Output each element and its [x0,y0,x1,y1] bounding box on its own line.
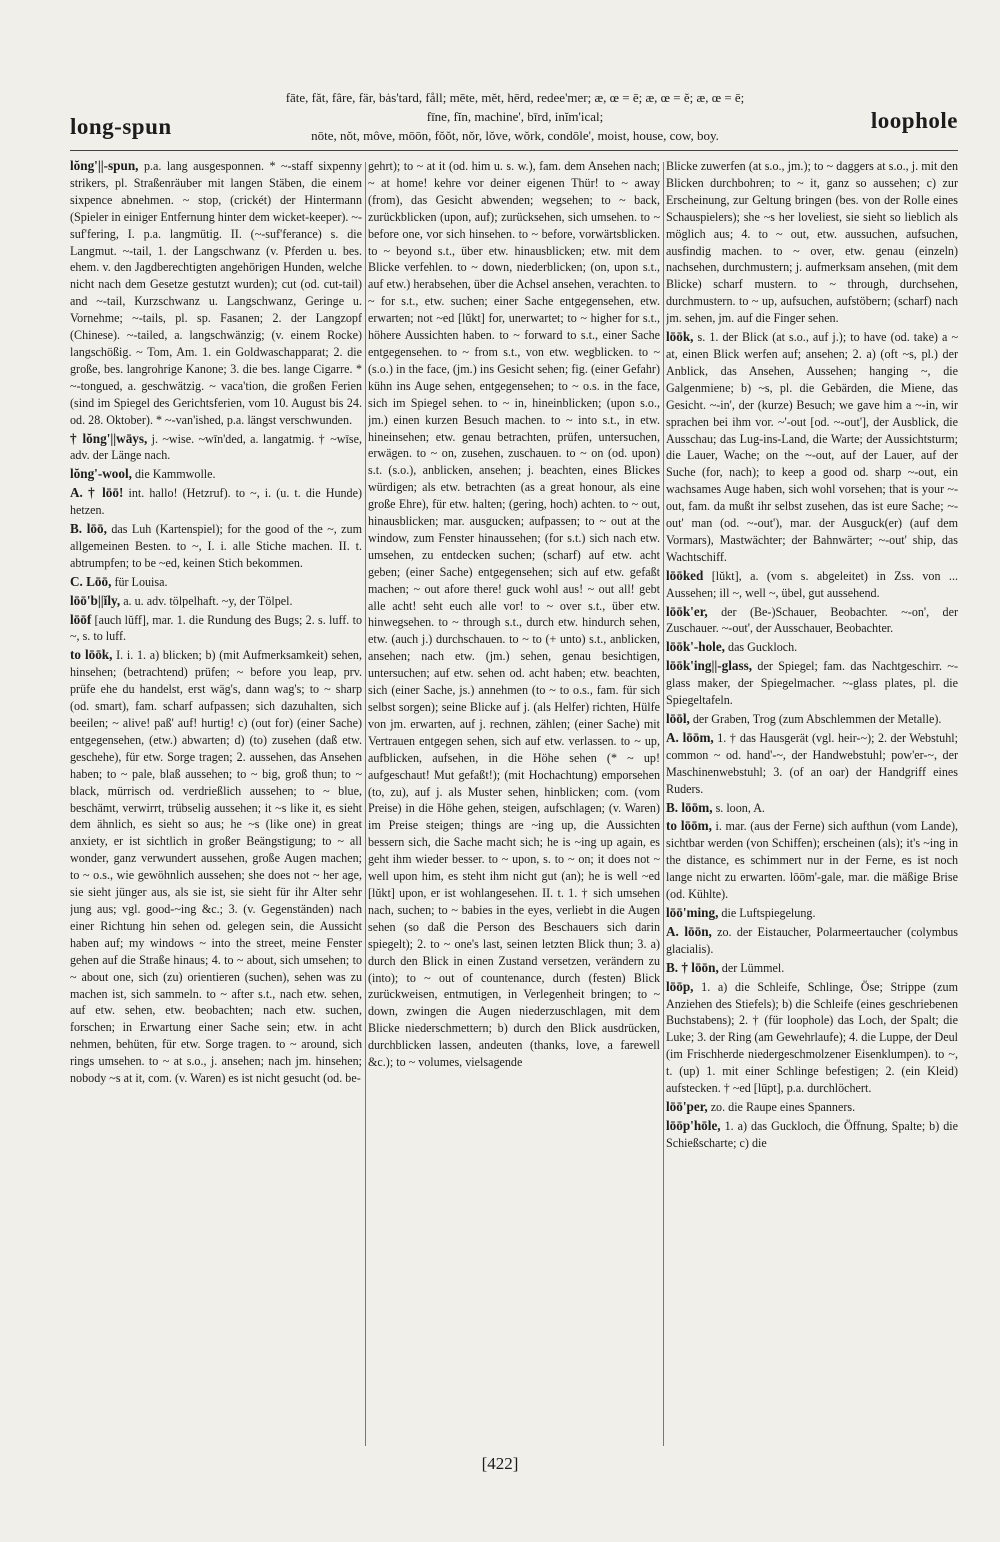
dictionary-entry [70,612,362,646]
headword: lōōk'er, [666,603,708,619]
pronunciation-key-line-3: nōte, nŏt, môve, mōōn, fŏŏt, nŏr, lŏve, wŏrk, condōle', moist, house, cow, boy. [311,128,719,143]
dictionary-entry [666,158,958,327]
definition-text: das Guckloch. [728,640,798,655]
headword: B. † lōōn, [666,959,719,975]
definition-text: s. 1. der Blick (at s.o., auf j.); to have (od. take) a ~ at, einen Blick werfen auf; ansehen; 2. a) (oft ~s, pl.) der Anblick, das Ansehen, Aussehen; hanging ~, die Galgenmiene; b) ~s, pl. die Gebärden, die Miene, das Gesicht. ~-in', der (kurze) Besuch; we gave him a ~-in, wir sprachen bei ihm vor. ~'-out [od. ~-out'], der Ausblick, die Ausschau; das Lug-ins-Land, die Warte; der Aussichtsturm; die Lauer, Wache; on the ~-out, auf der Lauer, auf der Suche (for, nach); to keep a good od. sharp ~-out, ein wachsames Auge haben, sich wohl vorsehen; that is your ~-out, fam. da mußt ihr selbst zusehen, das ist eure Sache; ~-out' man (od. ~-out'), mar. der Ausguck(er) (auf dem Vormars), Mastwächter; der Bahnwärter; ~-out' ship, das Wachtschiff. [666,330,958,564]
column-divider [365,162,366,1446]
headword: lōō'b||ĭly, [70,592,121,608]
headword: A. lōōm, [666,729,714,745]
dictionary-entry [666,658,958,709]
guide-word-left: long-spun [70,114,172,139]
dictionary-entry [368,158,660,1071]
headword: lōōk'-hole, [666,639,725,655]
definition-text: j. ~wise. ~wīn'ded, a. langatmig. † ~wīse, adv. der Länge nach. [70,431,362,463]
definition-text: zo. der Eistaucher, Polarmeertaucher (colymbus glacialis). [666,924,958,956]
definition-text: der Spiegel; fam. das Nachtgeschirr. ~-glass maker, der Spiegelmacher. ~-glass plates, pl. die Spiegeltafeln. [666,659,958,708]
definition-text: 1. a) die Schleife, Schlinge, Öse; Strippe (zum Anziehen des Stiefels); b) die Schleife (eines geschriebenen Buchstabens); 2. † (für loophole) das Loch, der Spalt; die Luke; 3. der Ring (am Gewehrlaufe); 4. die Luppe, der Deul (im Frischherde niedergeschmolzener Eisenklumpen). to ~, t. (up) 1. mit einer Schlinge befestigen; 2. (ein Kleid) aufstecken. † ~ed [lūpt], p.a. durchlöchert. [666,979,958,1096]
definition-text: s. loon, A. [715,800,765,815]
headword: B. lōōm, [666,799,713,815]
headword: lōōl, [666,711,690,726]
dictionary-entry [70,431,362,465]
headword: to lōōm, [666,818,712,834]
definition-text: gehrt); to ~ at it (od. him u. s. w.), fam. dem Ansehen nach; ~ at home! kehre vor deiner eigenen Thür! to ~ away (from), das Gesicht abwenden; wegsehen; to ~ back, zurückblicken (upon, auf); zurücksehen, sich umsehen. to ~ before one, vor sich hinsehen. to ~ before, vorwärtsblicken. to ~ beyond s.t., über etw. hinausblicken; etw. mit dem Blicke verfehlen. to ~ down, niederblicken; (on, upon s.t., auf etw.) herabsehen, über die Achsel ansehen, verachten. to ~ for s.t., etw. suchen; einer Sache entgegensehen, etw. erwarten; not ~ed [lŭkt] for, unerwartet; to ~ higher for s.t., höhere Aussichten haben. to ~ forward to s.t., einer Sache entgegensehen. to ~ from s.t., von etw. wegblicken. to ~ (s.o.) in the face, (jm.) ins Gesicht sehen; fig. (einer Gefahr) kühn ins Auge sehen, entgegensehen; to ~ o.s. in the face, sich im Spiegel sehen. to ~ in, hineinblicken; (upon s.o., jm.) einen kurzen Besuch machen. to ~ into s.t., in etw. hineinsehen; etw. genau betrachten, prüfen, untersuchen, erwägen. to ~ on, zusehen, zuschauen. to ~ on (od. upon) s.t. (s.o.), anblicken, ansehen; j. beachten, eines Blickes würdigen; als etw. betrachten (as a great honour, als eine große Ehre), für etw. halten; (gering, hoch) achten. to ~ out, hinausblicken; mar. ausgucken; aufpassen; to ~ out at the window, zum Fenster hinaussehen; (for s.t.) sich nach etw. umsehen, zu entdecken suchen; (scharf) auf etw. acht geben; (einer Sache) entgegensehen; sich auf etw. gefaßt machen; ~ out afore there! guck wohl aus! ~ out all! gebt alle acht! seht euch alle vor! to ~ over s.t., über etw. hinwegsehen. to ~ through s.t., durch etw. hindurch sehen, etw. (auch j.) durchschauen. to ~ to (+ unto) s.t., anblicken, ansehen; nach etw. (jm.) sehen, genau besichtigen, untersuchen; auf etw. sehen od. acht haben; etw. beachten, sich (einer Sache, js.) annehmen (to ~ to o.s., fam. für sich selbst sorgen); seine Blicke auf j. (als Helfer) richten, Hülfe von jm. erwarten, auf j. rechnen, zählen; (einer Sache) mit Vertrauen entgegen sehen, sich auf etw. verlassen. to ~ up, aufblicken, aufsehen, in die Höhe sehen (* ~ up! aufgeschaut! Mut gefaßt!); (mit Hochachtung) emporsehen (to, zu), auf j. als Muster sehen, hinblicken; com. (vom Preise) in die Höhe gehen, steigen, aufschlagen; (v. Waren) im Preise steigen; things are ~ing up, die Aussichten bessern sich, die Sache macht sich; he is ~ing up again, es geht ihm wieder besser. to ~ upon, s. to ~ on; it does not ~ well upon him, es steht ihm nicht gut (an); he is well ~ed [lŭkt] upon, er ist wohlangesehen. II. t. 1. † sich umsehen nach, suchen; to ~ babies in the eyes, verliebt in die Augen sehen (so daß die Person des Beschauers sich darin spiegelt); 2. to ~ one's last, seinen letzten Blick thun; 3. a) durch den Blick in einen Zustand versetzen, verändern zu (into); to ~ out of countenance, durch (festen) Blick zurückweisen, entmutigen, in Verlegenheit bringen; to ~ down, zwingen die Augen niederzuschlagen, mit dem Blicke niederschmettern; b) durch den Blick ausdrücken, durchblicken lassen, andeuten (thanks, love, a farewell &c.); to ~ volumes, vielsagende [368,159,660,1070]
dictionary-entry [666,924,958,958]
dictionary-entry [666,711,958,728]
column-divider [663,162,664,1446]
definition-text: 1. † das Hausgerät (vgl. heir-~); 2. der Webstuhl; common ~ od. hand'-~, der Handwebstuhl; pow'er-~, der Maschinenwebstuhl; 3. (of an oar) der Handgriff eines Ruders. [666,730,958,796]
dictionary-entry [70,574,362,591]
definition-text: I. i. 1. a) blicken; b) (mit Aufmerksamkeit) sehen, hinsehen; (betrachtend) prüfen; ~ before you leap, prv. prüfe ehe du handelst, erst wäg's, dann wag's; to ~ sharp (od. smart), fam. scharf aufpassen; sich dazuhalten, sich beeilen; ~ alive! paß' auf! hurtig! c) (out for) (einer Sache) entgegensehen, (etw.) abwarten; d) (to) zusehen (daß etw. geschehe), für etw. Sorge tragen; 2. aussehen, das Ansehen haben; to ~ pale, blaß aussehen; to ~ big, groß thun; to ~ black, mürrisch od. verdrießlich aussehen; to ~ blue, beschämt, verwirrt, trübselig aussehen; it ~s like it, es sieht dem ähnlich, es sieht so aus; he ~s (like one) in great anxiety, er ist sichtlich in großer Beängstigung; to ~ all wonder, ganz verwundert aussehen, große Augen machen; to ~ o.s., wie gewöhnlich aussehen; she does not ~ her age, sie sieht jünger aus, als sie ist, sie sieht für ihr Alter sehr jung aus; vgl. good-~ing &c.; 3. (v. Gegenständen) nach einer Richtung hin sehen od. gelegen sein, die Aussicht haben auf; my windows ~ into the street, meine Fenster gehen auf die Straße hinaus; 4. to ~ about, sich umsehen; to ~ about one, sich (zu) orientieren (suchen), sehen was zu machen ist, sich sammeln. to ~ after s.t., nach etw. sehen, auf etw. sehen, etw. beobachten; nach etw. suchen, forschen; in Erwartung einer Sache sein; etw. in acht nehmen, behüten, für etw. Sorge tragen. to ~ around, sich rings umsehen. to ~ at s.o., j. ansehen; nach jm. hinsehen; nobody ~s at it, com. (v. Waren) es ist nicht gesucht (od. be- [70,648,362,1086]
dictionary-entry [666,1099,958,1116]
dictionary-entry [70,485,362,519]
definition-text: p.a. lang ausgesponnen. * ~-staff sixpenny strikers, pl. Straßenräuber mit langen Stäben, die einem sixpence abnehmen. ~ stop, (crickét) der Hintermann (Spieler in einiger Entfernung hinter dem wicket-keeper). ~-suf'fering, I. p.a. langmütig. II. (~-suf'ferance) s. die Langmut. ~-tail, 1. der Langschwanz (v. Pferden u. bes. ehem. v. den Jagdberechtigten angehörigen Hunden, welche nicht nach dem Gesetze gestutzt wurden); cut (od. cut-tail) and ~-tail, Kurzschwanz u. Langschwanz, Geringe u. Vornehme; ~-tails, pl. sp. Fasanen; 2. der Langzopf (Chinese). ~-tailed, a. langschwänzig; (v. einem Rocke) langschößig. ~ Tom, Am. 1. ein Goldwaschapparat; 2. die große, bes. langrohrige Kanone; 3. die bes. lange Cigarre. * ~-tongued, a. geschwätzig. ~ vaca'tion, die großen Ferien (sind im Spiegel des Gerichtsferien, vom 10. August bis 24. od. 28. Oktober). * ~-van'ished, p.a. längst verschwunden. [70,159,362,427]
dictionary-entry [70,521,362,572]
pronunciation-key-line-1: fāte, făt, fâre, fär, bȧs'tard, fåll; mēte, mĕt, hērd, redee'mer; æ, œ = ē; æ, œ = ĕ; æ, œ = ē; [285,90,745,105]
dictionary-entry [666,960,958,977]
definition-text: zo. die Raupe eines Spanners. [710,1099,856,1114]
headword: B. lōō, [70,521,107,537]
column-left [70,158,362,1450]
headword: † lŏng'||wāys, [70,430,148,446]
headword: lŏng'||-spun, [70,158,139,173]
definition-text: der Lümmel. [721,960,785,975]
dictionary-entry [666,818,958,903]
definition-text: 1. a) das Guckloch, die Öffnung, Spalte; b) die Schießscharte; c) die [666,1118,958,1150]
headword: A. † lōō! [70,485,124,501]
definition-text: [auch lŭff], mar. 1. die Rundung des Bugs; 2. s. luff. to ~, s. to luff. [70,612,362,644]
headword: lŏng'-wool, [70,466,132,482]
text-columns [70,158,958,1450]
dictionary-entry [666,639,958,656]
dictionary-entry [666,800,958,817]
page-header [0,80,1000,150]
dictionary-entry [70,466,362,483]
dictionary-entry [666,604,958,638]
dictionary-entry [666,329,958,566]
headword: lōōked [666,567,704,583]
headword: lōōf [70,611,92,627]
dictionary-entry [666,730,958,798]
definition-text: int. hallo! (Hetzruf). to ~, i. (u. t. die Hunde) hetzen. [70,486,362,518]
dictionary-entry [666,1118,958,1152]
dictionary-entry [666,568,958,602]
guide-word-right: loophole [870,108,958,133]
definition-text: für Louisa. [114,574,168,589]
definition-text: die Luftspiegelung. [721,905,816,920]
definition-text: das Luh (Kartenspiel); for the good of the ~, zum allgemeinen Besten. to ~, I. i. alle Stiche machen. II. t. abtrumpfen; to be ~ed, keinen Stich bekommen. [70,522,362,570]
column-right [666,158,958,1450]
headword: lōō'ming, [666,904,719,920]
headword: lōō'per, [666,1098,708,1114]
headword: A. lōōn, [666,923,712,939]
headword: lōōp, [666,978,694,994]
dictionary-entry [70,647,362,1087]
headword: lōōp'hōle, [666,1117,721,1133]
definition-text: Blicke zuwerfen (at s.o., jm.); to ~ daggers at s.o., j. mit den Blicken durchbohren; to ~ it, ganz so aussehen; c) zur Erscheinung, zur Geltung bringen (bes. von der Rolle eines Schauspielers); she ~s her loveliest, sie sieht so lieblich als möglich aus; 4. to ~ out, etw. aussuchen, aufsuchen, ausfindig machen. to ~ over, etw. genau (einzeln) nachsehen, durchmustern; j. aufmerksam ansehen, (mit dem Blicke) scharf mustern. to ~ through, durchsehen, durchmustern. to ~ up, aufsuchen, aufstöbern; (scharf) nach jm. sehen, jm. auf die Finger sehen. [666,159,958,326]
pronunciation-key [215,88,815,145]
headword: lōōk'ing||-glass, [666,658,753,674]
headword: lōōk, [666,329,694,345]
pronunciation-key-line-2: fīne, fĭn, machine', bīrd, inĭm'ical; [426,109,604,124]
page-number: [422] [481,1454,519,1473]
definition-text: [lŭkt], a. (vom s. abgeleitet) in Zss. von ... Aussehen; ill ~, well ~, übel, gut aussehend. [666,568,958,600]
definition-text: der Graben, Trog (zum Abschlemmen der Metalle). [692,712,942,726]
definition-text: a. u. adv. tölpelhaft. ~y, der Tölpel. [123,593,293,608]
definition-text: i. mar. (aus der Ferne) sich aufthun (vom Lande), sichtbar werden (von Schiffen); erscheinen (als); it's ~ing in the distance, es schimmert nur in der Ferne, es ist noch lange nicht zu erwarten. lōōm'-gale, mar. die mäßige Brise (od. Kühlte). [666,819,958,902]
headword: C. Lōō, [70,573,112,589]
definition-text: der (Be-)Schauer, Beobachter. ~-on', der Zuschauer. ~-out', der Ausschauer, Beobachter. [666,604,958,636]
headword: to lōōk, [70,647,113,663]
header-rule [70,150,958,151]
dictionary-entry [666,979,958,1097]
dictionary-entry [666,905,958,922]
dictionary-entry [70,593,362,610]
definition-text: die Kammwolle. [134,467,216,482]
column-middle [368,158,660,1450]
dictionary-entry [70,158,362,429]
